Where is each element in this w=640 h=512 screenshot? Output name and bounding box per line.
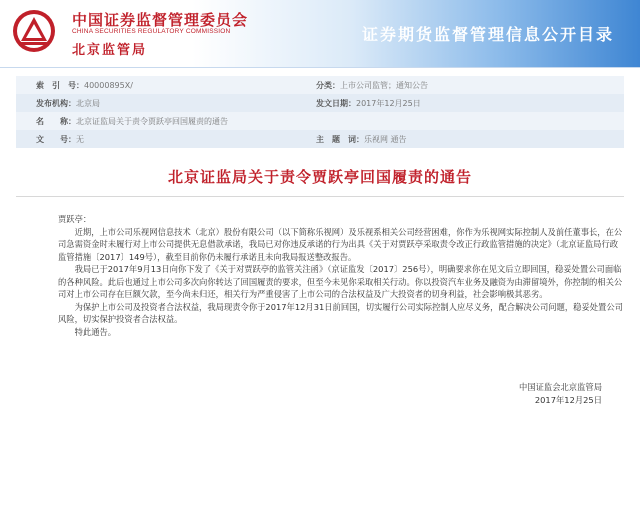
- meta-row-index: [16, 76, 624, 94]
- date-label: 发文日期：: [316, 99, 356, 108]
- site-header: [0, 0, 640, 68]
- subject-value: 乐视网 通告: [364, 135, 407, 144]
- name-label: 名 称：: [36, 117, 76, 126]
- index-label: 索 引 号：: [36, 81, 84, 90]
- paragraph-1: 近期，上市公司乐视网信息技术（北京）股份有限公司（以下简称乐视网）及乐视系相关公司经营困难，你作为乐视网实际控制人及前任董事长，在公司急需资金时未履行对上市公司提供无息借款承诺，我局已对你违反承诺的行为出具《关于对贾跃亭采取责令改正行政监管措施的决定》（北京证监局行政监管措施〔2017〕149号），截至目前你仍未履行承诺且未向我局报送整改报告。: [58, 226, 623, 262]
- document-title: 北京证监局关于责令贾跃亭回国履责的通告: [167, 168, 472, 186]
- title-divider: [16, 196, 624, 197]
- date-value: 2017年12月25日: [356, 99, 421, 108]
- meta-row-number: [16, 130, 624, 148]
- subject-label: 主 题 词：: [316, 135, 364, 144]
- category-value: 上市公司监管；通知公告: [340, 81, 428, 90]
- bureau-name: 北京监管局: [72, 43, 148, 58]
- issuer-label: 发布机构：: [36, 99, 76, 108]
- signature-org: 中国证监会北京监管局: [519, 382, 602, 392]
- number-label: 文 号：: [36, 135, 76, 144]
- paragraph-4: 特此通告。: [74, 326, 117, 337]
- category-label: 分类：: [316, 81, 340, 90]
- document-body: [58, 213, 624, 338]
- name-value: 北京证监局关于责令贾跃亭回国履责的通告: [76, 117, 228, 126]
- signature-date: 2017年12月25日: [534, 395, 602, 405]
- salutation: 贾跃亭：: [58, 214, 92, 224]
- org-name-cn: 中国证券监督管理委员会: [72, 11, 249, 29]
- org-name-en: CHINA SECURITIES REGULATORY COMMISSION: [72, 28, 231, 35]
- site-title: 证券期货监督管理信息公开目录: [361, 25, 614, 44]
- csrc-logo-icon: [12, 9, 56, 53]
- issuer-value: 北京局: [76, 99, 100, 108]
- paragraph-3: 为保护上市公司及投资者合法权益，我局现责令你于2017年12月31日前回国，切实履行公司实际控制人应尽义务，配合解决公司问题，稳妥处置公司风险，切实保护投资者合法权益。: [58, 301, 623, 324]
- meta-row-name: [16, 112, 624, 130]
- paragraph-2: 我局已于2017年9月13日向你下发了《关于对贾跃亭的监管关注函》（京证监发〔2017〕256号），明确要求你在见文后立即回国，稳妥处置公司面临的各种风险。此后也通过上市公司多次向你转达了回国履责的要求，但至今未见你采取相关行动。你以投资汽车业务及融资为由滞留境外，你控制的相关公司对上市公司存在巨额欠款，至今尚未归还，相关行为严重侵害了上市公司的合法权益及广大投资者的切身利益，社会影响极其恶劣。: [58, 264, 623, 299]
- index-value: 40000895X/: [84, 81, 133, 90]
- meta-row-issuer: [16, 94, 624, 112]
- signature-block: [519, 381, 602, 407]
- document-metadata: [16, 76, 624, 148]
- number-value: 无: [76, 135, 84, 144]
